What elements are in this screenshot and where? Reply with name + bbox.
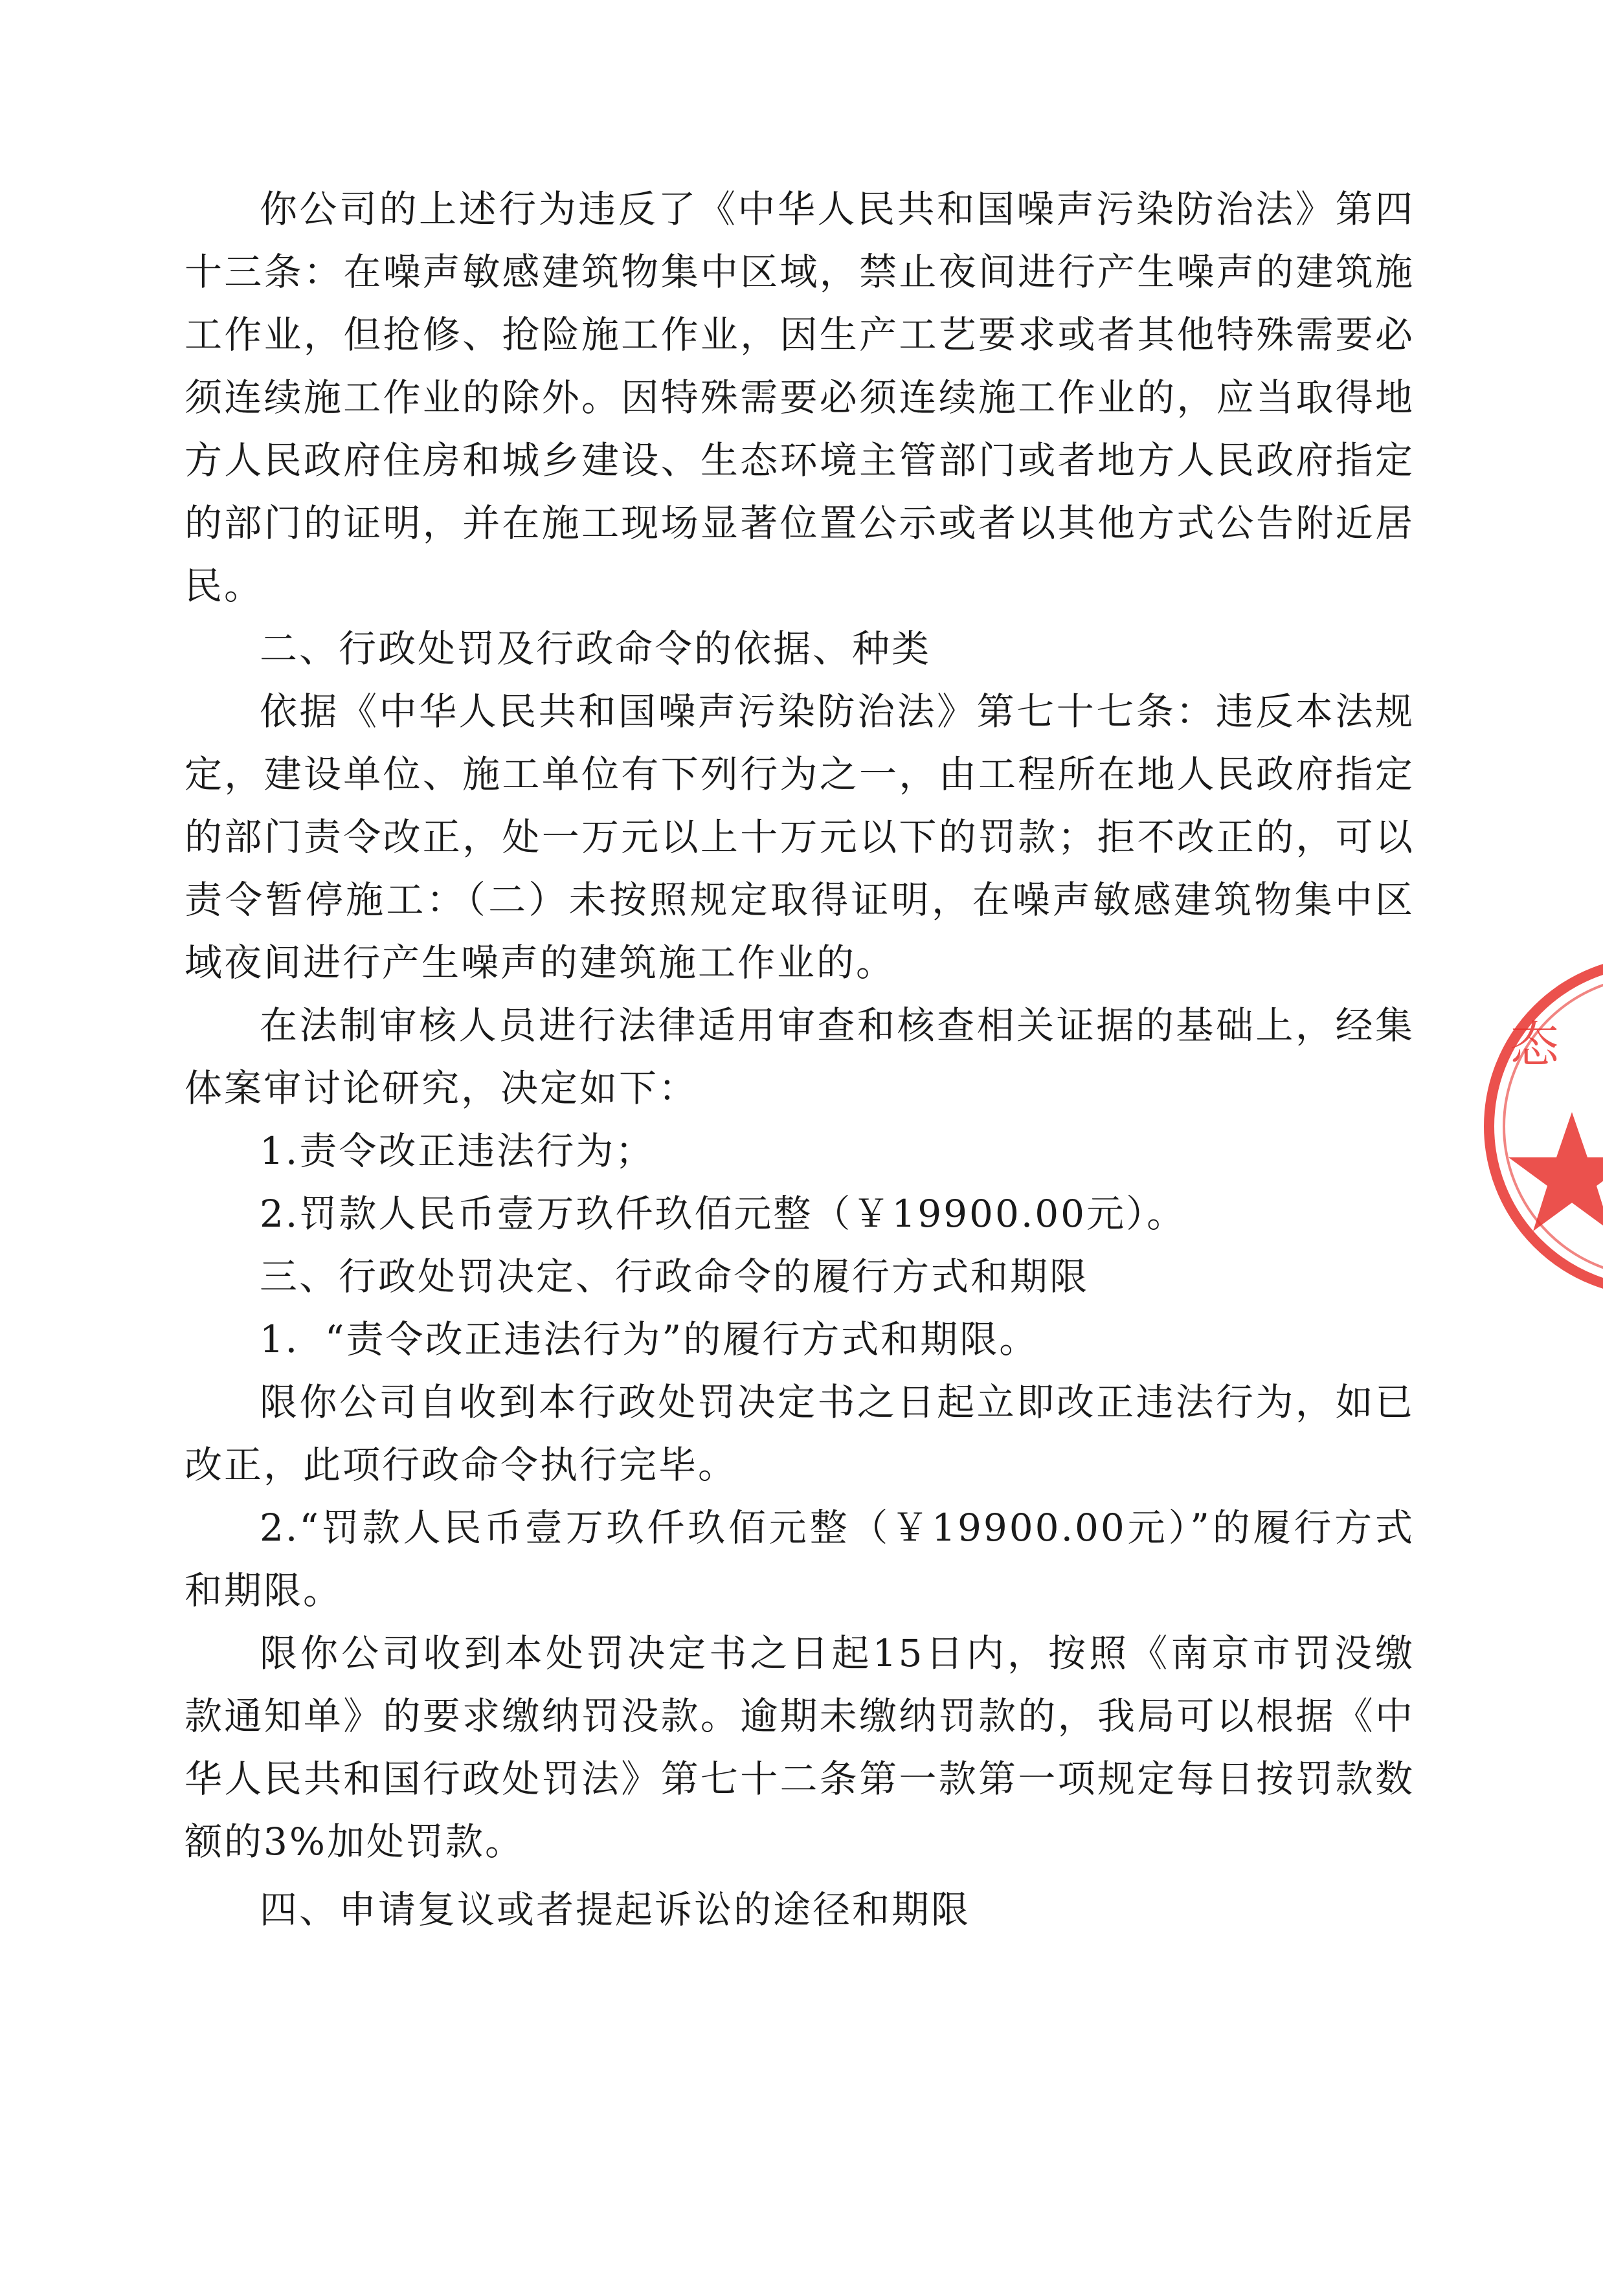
- decision-item-2: 2.罚款人民币壹万玖仟玖佰元整（￥19900.00元）。: [260, 1192, 1187, 1236]
- execution-item-1-title: 1．“责令改正违法行为”的履行方式和期限。: [260, 1317, 1039, 1361]
- heading-basis: 二、行政处罚及行政命令的依据、种类: [260, 627, 932, 671]
- execution-item-1-body: 限你公司自收到本行政处罚决定书之日起立即改正违法行为，如已改正，此项行政命令执行完毕。: [185, 1380, 1415, 1487]
- execution-item-2-body: 限你公司收到本处罚决定书之日起15日内，按照《南京市罚没缴款通知单》的要求缴纳罚没款。逾期未缴纳罚款的，我局可以根据《中华人民共和国行政处罚法》第七十二条第一款第一项规定每日按罚款数额的3%加处罚款。: [185, 1631, 1415, 1864]
- paragraph-review: 在法制审核人员进行法律适用审查和核查相关证据的基础上，经集体案审讨论研究，决定如下：: [185, 1003, 1415, 1110]
- paragraph-violation: 你公司的上述行为违反了《中华人民共和国噪声污染防治法》第四十三条：在噪声敏感建筑物集中区域，禁止夜间进行产生噪声的建筑施工作业，但抢修、抢险施工作业，因生产工艺要求或者其他特殊需要必须连续施工作业的除外。因特殊需要必须连续施工作业的，应当取得地方人民政府住房和城乡建设、生态环境主管部门或者地方人民政府指定的部门的证明，并在施工现场显著位置公示或者以其他方式公告附近居民。: [185, 187, 1415, 608]
- paragraph-legal-basis: 依据《中华人民共和国噪声污染防治法》第七十七条：违反本法规定，建设单位、施工单位有下列行为之一，由工程所在地人民政府指定的部门责令改正，处一万元以上十万元以下的罚款；拒不改正的，可以责令暂停施工：（二）未按照规定取得证明，在噪声敏感建筑物集中区域夜间进行产生噪声的建筑施工作业的。: [185, 689, 1415, 985]
- seal-star-icon: [1508, 1112, 1603, 1231]
- execution-item-2-title: 2.“罚款人民币壹万玖仟玖佰元整（￥19900.00元）”的履行方式和期限。: [185, 1506, 1415, 1612]
- heading-execution: 三、行政处罚决定、行政命令的履行方式和期限: [260, 1254, 1090, 1298]
- document-body: [185, 178, 1415, 1941]
- seal-graphic: [1483, 952, 1603, 1301]
- official-seal: [1483, 952, 1603, 1301]
- decision-item-1: 1.责令改正违法行为；: [260, 1129, 655, 1173]
- heading-appeal: 四、申请复议或者提起诉讼的途径和期限: [260, 1888, 971, 1932]
- seal-text: 态: [1510, 1016, 1559, 1073]
